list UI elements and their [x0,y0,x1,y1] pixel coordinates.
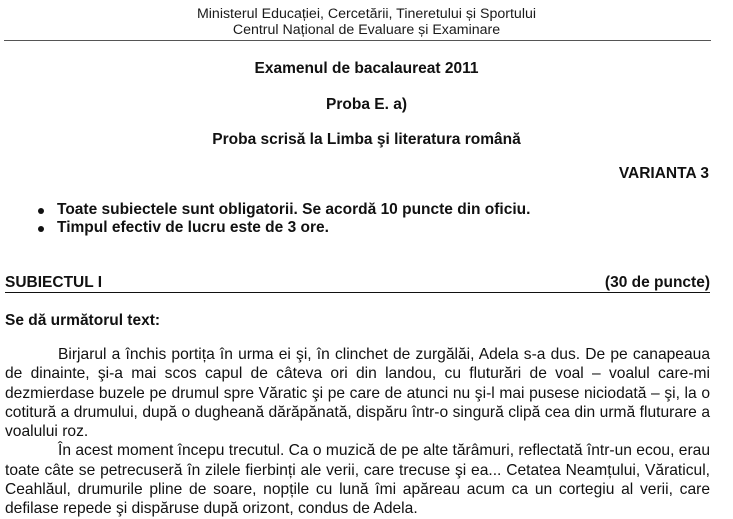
instructions-list [34,201,530,237]
subject-heading [5,273,710,293]
header-divider [4,40,711,41]
text-paragraph: Birjarul a închis portița în urma ei şi, în clinchet de zurgălăi, Adela s-a dus. De pe canapeaua de dinainte, şi-a mai scos capul de câteva ori din landou, cu fluturări de voal – voalul care-mi dezmierdase buzele pe drumul spre Văratic şi pe care de atunci nu şi-l mai pusese niciodată – şi, la o cotitură a drumului, după o dugheană dărăpănată, dispăru într-o singură clipă cea din urmă fluturare a voalului roz. [5,346,710,441]
subject-points: (30 de puncte) [604,274,710,291]
subject-prompt: Se dă următorul text: [5,312,161,329]
bullet-icon [38,208,44,214]
subject-label: SUBIECTUL I [5,274,103,291]
instruction-text: Timpul efectiv de lucru este de 3 ore. [57,219,329,236]
exam-subtitle: Proba E. a) [326,96,407,113]
variant-label: VARIANTA 3 [618,165,709,182]
bullet-icon [38,226,44,232]
document-header [0,6,733,38]
instruction-text: Toate subiectele sunt obligatorii. Se acordă 10 puncte din oficiu. [57,201,531,218]
literary-text [5,345,710,519]
evaluation-center-name: Centrul Național de Evaluare și Examinare [232,22,501,38]
text-paragraph: În acest moment începu trecutul. Ca o muzică de pe alte tărâmuri, reflectată într-un ecou, erau toate câte se petrecuseră în zilele fierbinți ale verii, care trecuse şi ea... Cetatea Neamțului, Văraticul, Ceahlăul, drumurile pline de soare, nopțile cu lună îmi apăreau acum ca un cortegiu al verii, care defilase repede şi dispăruse după orizont, condus de Adela. [5,442,710,518]
ministry-name: Ministerul Educației, Cercetării, Tineretului și Sportului [196,6,537,22]
instruction-item [34,201,530,219]
test-name: Proba scrisă la Limba şi literatura română [212,131,521,148]
instruction-item [34,219,530,237]
exam-title: Examenul de bacalaureat 2011 [254,60,479,77]
